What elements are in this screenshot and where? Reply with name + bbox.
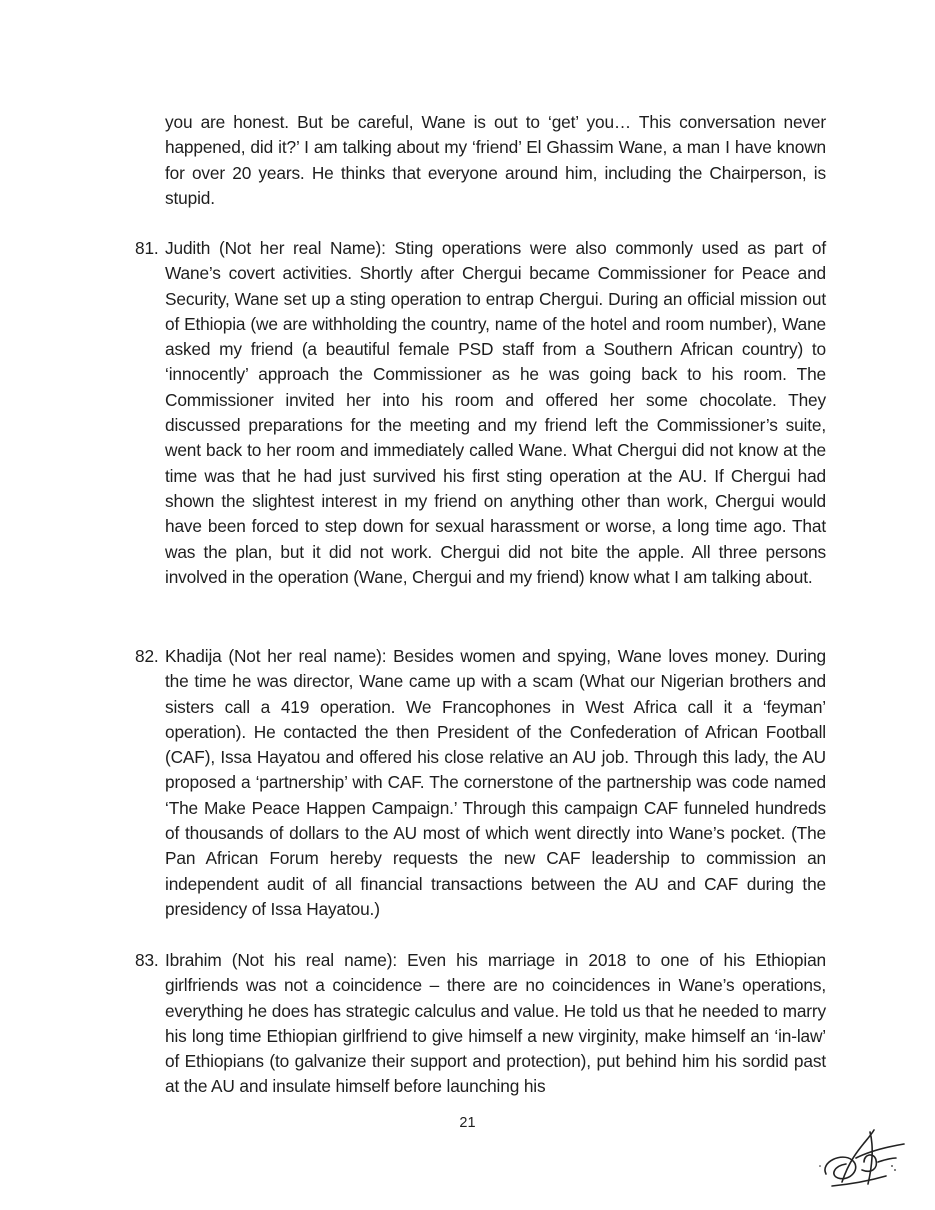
paragraph-number-81: 81.	[135, 238, 159, 258]
paragraph-83: Ibrahim (Not his real name): Even his marriage in 2018 to one of his Ethiopian girlfriends was not a coincidence – there are no coincidences in Wane’s operations, everything he does has strategic calculus and value. He told us that he needed to marry his long time Ethiopian girlfriend to give himself a new virginity, make himself an ‘in-law’ of Ethiopians (to galvanize their support and protection), put behind him his sordid past at the AU and insulate himself before launching his	[165, 950, 826, 1097]
page-number: 21	[459, 1115, 476, 1131]
paragraph-82: Khadija (Not her real name): Besides women and spying, Wane loves money. During the time he was director, Wane came up with a scam (What our Nigerian brothers and sisters call a 419 operation. We Francophones in West Africa call it a ‘feyman’ operation). He contacted the then President of the Confederation of African Football (CAF), Issa Hayatou and offered his close relative an AU job. Through this lady, the AU proposed a ‘partnership’ with CAF. The cornerstone of the partnership was code named ‘The Make Peace Happen Campaign.’ Through this campaign CAF funneled hundreds of thousands of dollars to the AU most of which went directly into Wane’s pocket. (The Pan African Forum hereby requests the new CAF leadership to commission an independent audit of all financial transactions between the AU and CAF during the presidency of Issa Hayatou.)	[165, 646, 826, 919]
paragraph-number-82: 82.	[135, 646, 159, 666]
paragraph-number-83: 83.	[135, 950, 159, 970]
paragraph-81: Judith (Not her real Name): Sting operations were also commonly used as part of Wane’s covert activities. Shortly after Chergui became Commissioner for Peace and Security, Wane set up a sting operation to entrap Chergui. During an official mission out of Ethiopia (we are withholding the country, name of the hotel and room number), Wane asked my friend (a beautiful female PSD staff from a Southern African country) to ‘innocently’ approach the Commissioner as he was going back to his room. The Commissioner invited her into his room and offered her some chocolate. They discussed preparations for the meeting and my friend left the Commissioner’s suite, went back to her room and immediately called Wane. What Chergui did not know at the time was that he had just survived his first sting operation at the AU. If Chergui had shown the slightest interest in my friend on anything other than work, Chergui would have been forced to step down for sexual harassment or worse, a long time ago. That was the plan, but it did not work. Chergui did not bite the apple. All three persons involved in the operation (Wane, Chergui and my friend) know what I am talking about.	[165, 238, 826, 587]
paragraph-continued: you are honest. But be careful, Wane is out to ‘get’ you… This conversation never happened, did it?’ I am talking about my ‘friend’ El Ghassim Wane, a man I have known for over 20 years. He thinks that everyone around him, including the Chairperson, is stupid.	[165, 112, 826, 208]
handwritten-signature-icon	[812, 1122, 912, 1192]
